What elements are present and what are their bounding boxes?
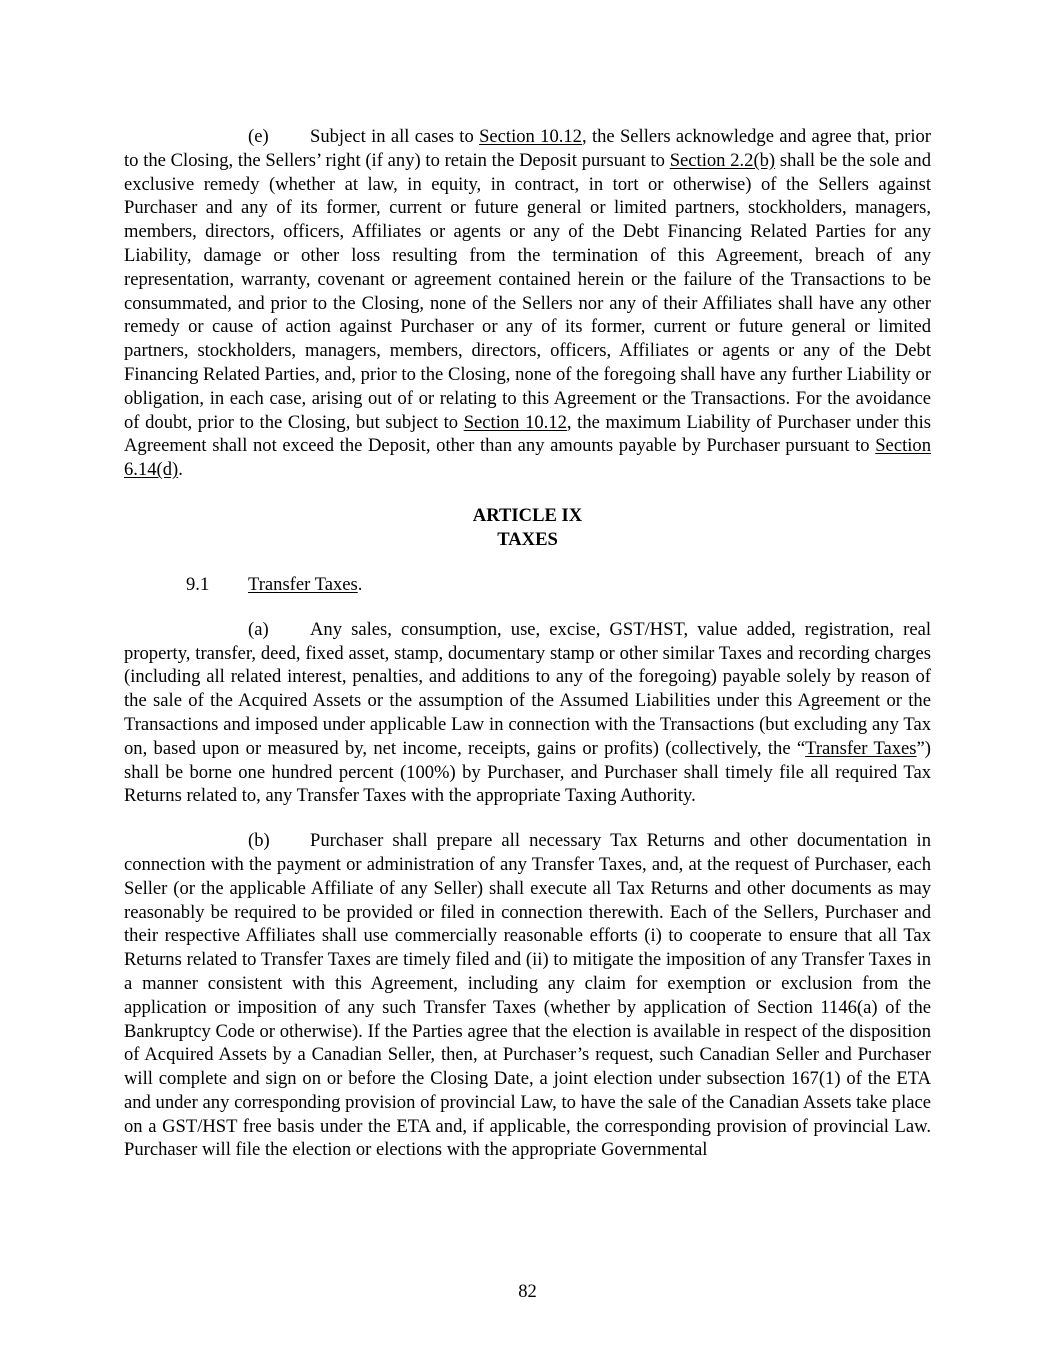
article-title: TAXES bbox=[497, 528, 558, 550]
paragraph-text: Any sales, consumption, use, excise, GST/HST, value added, registration, real property, transfer, deed, fixed asset, stamp, documentary stamp or other similar Taxes and recording charges (including all related interest, penalties, and additions to any of the foregoing) payable solely by reason of the sale of the Acquired Assets or the assumption of the Assumed Liabilities under this Agreement or the Transactions and imposed under applicable Law in connection with the Transactions (but excluding any Tax on, based upon or measured by, net income, receipts, gains or profits) (collectively, the “ bbox=[124, 618, 931, 759]
paragraph-label: (a) bbox=[248, 618, 269, 640]
article-number: ARTICLE IX bbox=[472, 504, 583, 526]
section-reference: Section 2.2(b) bbox=[669, 149, 776, 171]
paragraph-text: Purchaser shall prepare all necessary Tax Returns and other documentation in connection with the payment or administration of any Transfer Taxes, and, at the request of Purchaser, each Seller (or the applicable Affiliate of any Seller) shall execute all Tax Returns and other documents as may reasonably be required to be provided or filed in connection therewith. Each of the Sellers, Purchaser and their respective Affiliates shall use commercially reasonable efforts (i) to cooperate to ensure that all Tax Returns related to Transfer Taxes are timely filed and (ii) to mitigate the imposition of any Transfer Taxes in a manner consistent with this Agreement, including any claim for exemption or exclusion from the application or imposition of any such Transfer Taxes (whether by application of Section 1146(a) of the Bankruptcy Code or otherwise). If the Parties agree that the election is available in respect of the disposition of Acquired Assets by a Canadian Seller, then, at Purchaser’s request, such Canadian Seller and Purchaser will complete and sign on or before the Closing Date, a joint election under subsection 167(1) of the ETA and under any corresponding provision of provincial Law, to have the sale of the Canadian Assets take place on a GST/HST free basis under the ETA and, if applicable, the corresponding provision of provincial Law. Purchaser will file the election or elections with the appropriate Governmental bbox=[124, 830, 931, 1161]
section-title-end: . bbox=[357, 573, 363, 595]
section-title: Transfer Taxes bbox=[248, 573, 358, 595]
paragraph-b bbox=[124, 829, 931, 1162]
paragraph-text: shall be the sole and exclusive remedy (whether at law, in equity, in contract, in tort or otherwise) of the Sellers against Purchaser and any of its former, current or future general or limited partners, stockholders, managers, members, directors, officers, Affiliates or agents or any of the Debt Financing Related Parties for any Liability, damage or other loss resulting from the termination of this Agreement, breach of any representation, warranty, covenant or agreement contained herein or the failure of the Transactions to be consummated, and prior to the Closing, none of the Sellers nor any of their Affiliates shall have any other remedy or cause of action against Purchaser or any of its former, current or future general or limited partners, stockholders, managers, members, directors, officers, Affiliates or agents or any of the Debt Financing Related Parties, and, prior to the Closing, none of the foregoing shall have any further Liability or obligation, in each case, arising out of or relating to this Agreement or the Transactions. For the avoidance of doubt, prior to the Closing, but subject to bbox=[124, 149, 931, 433]
document-page bbox=[124, 125, 931, 1162]
defined-term: Transfer Taxes bbox=[805, 737, 917, 759]
article-heading bbox=[124, 504, 931, 552]
paragraph-text: , the maximum Liability of Purchaser under this Agreement shall not exceed the Deposit, other than any amounts payable by Purchaser pursuant to bbox=[124, 411, 931, 457]
paragraph-text: ”) shall be borne one hundred percent (100%) by Purchaser, and Purchaser shall timely file all required Tax Returns related to, any Transfer Taxes with the appropriate Taxing Authority. bbox=[124, 737, 931, 807]
paragraph-label: (e) bbox=[248, 126, 269, 147]
section-heading bbox=[124, 573, 931, 597]
paragraph-e bbox=[124, 125, 931, 482]
paragraph-label: (b) bbox=[248, 830, 270, 852]
section-number: 9.1 bbox=[186, 573, 210, 595]
section-reference: Section 6.14(d) bbox=[124, 435, 931, 481]
section-reference: Section 10.12 bbox=[463, 411, 567, 433]
section-reference: Section 10.12 bbox=[479, 126, 582, 147]
page-number: 82 bbox=[518, 1281, 537, 1302]
paragraph-text: . bbox=[178, 459, 183, 481]
paragraph-text: Subject in all cases to bbox=[310, 126, 480, 147]
paragraph-a bbox=[124, 618, 931, 808]
paragraph-text: , the Sellers acknowledge and agree that, prior to the Closing, the Sellers’ right (if any) to retain the Deposit pursuant to bbox=[124, 126, 931, 171]
